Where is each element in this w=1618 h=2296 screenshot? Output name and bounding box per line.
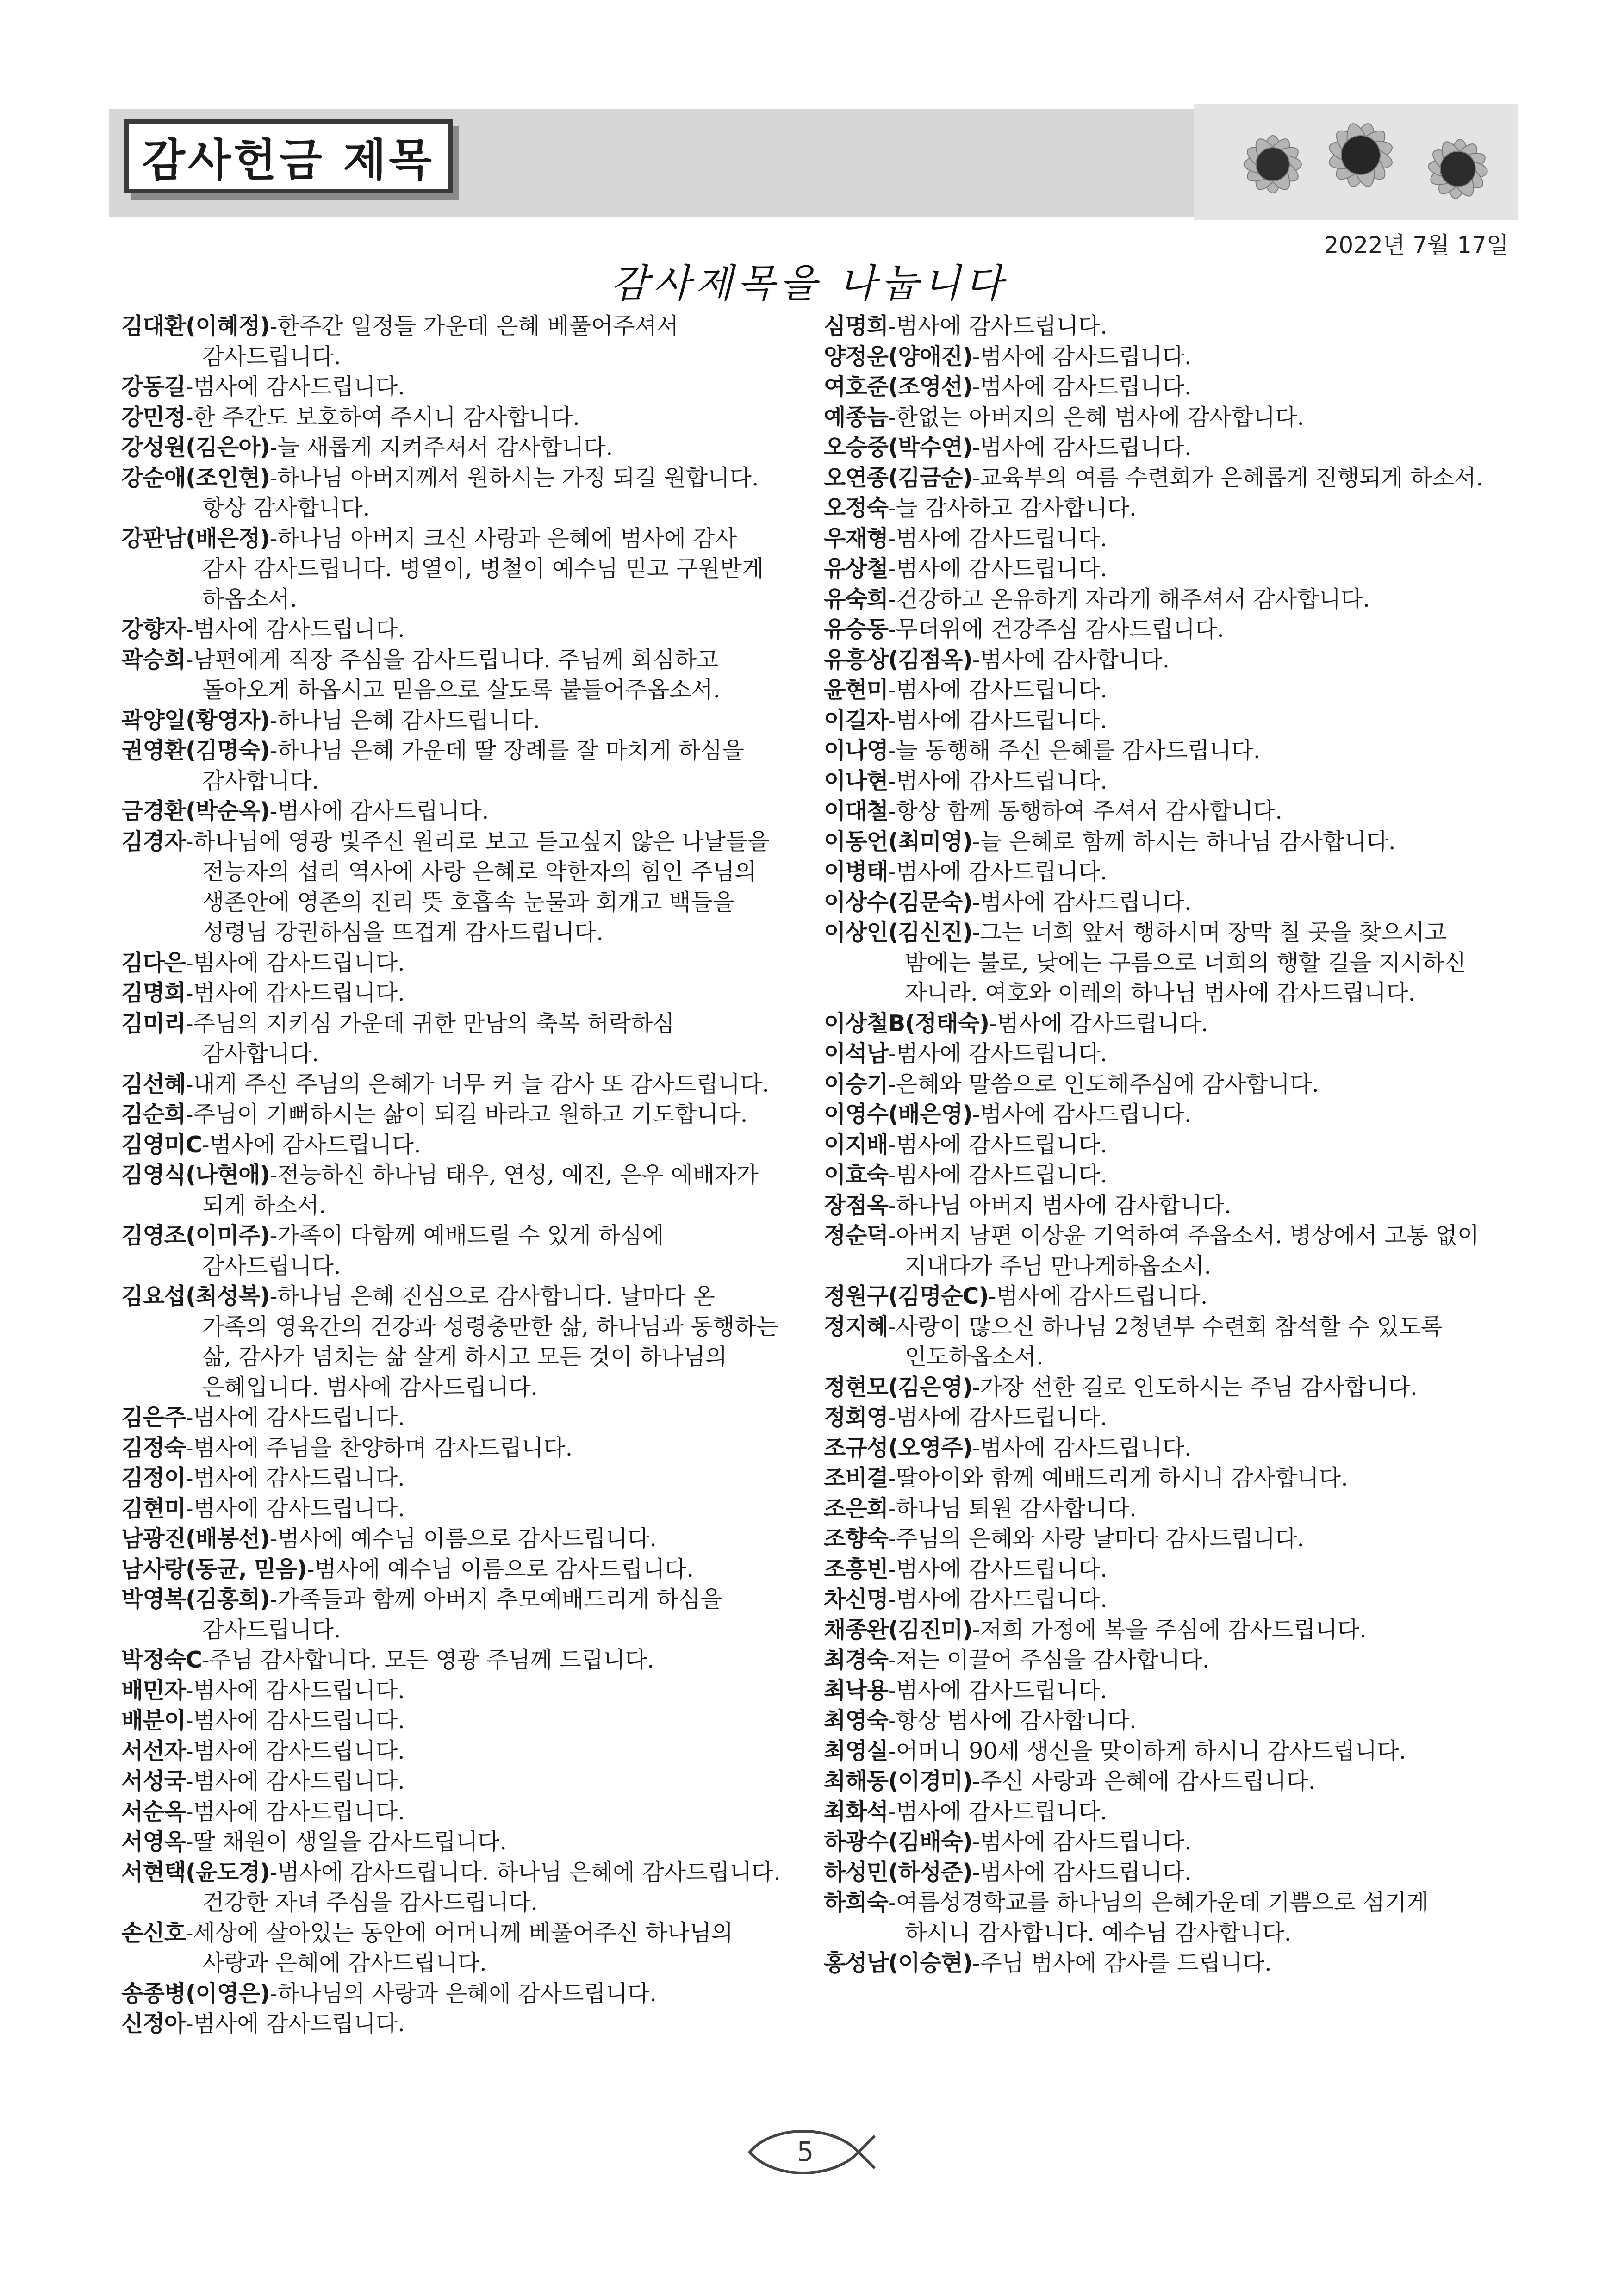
list-item (824, 1281, 1490, 1312)
thanks-message: -범사에 감사드립니다. (972, 1829, 1192, 1855)
list-item (121, 1493, 788, 1524)
thanks-message: -범사에 감사드립니다. (186, 1737, 405, 1764)
thanks-message: -범사에 감사드립니다. (972, 434, 1192, 460)
donor-name: 예종늠 (824, 404, 889, 430)
donor-name: 서현택(윤도경) (121, 1859, 270, 1885)
donor-name: 유승동 (824, 616, 889, 642)
list-item (824, 523, 1490, 554)
list-item (121, 1433, 788, 1463)
thanks-message: -딸 채원이 생일을 감사드립니다. (186, 1829, 507, 1855)
donor-name: 곽승희 (121, 646, 186, 673)
donor-name: 박정숙C (121, 1647, 202, 1673)
list-item (121, 523, 788, 615)
donor-name: 양정운(양애진) (824, 343, 972, 370)
list-item (824, 1008, 1490, 1039)
thanks-message: -사랑이 많으신 하나님 2청년부 수련회 참석할 수 있도록 인도하옵소서. (888, 1313, 1443, 1370)
list-item (121, 1979, 788, 2009)
donor-name: 오연종(김금순) (824, 464, 972, 491)
list-item (121, 1797, 788, 1827)
donor-name: 이승기 (824, 1070, 889, 1097)
list-item (824, 432, 1490, 463)
list-item (121, 1069, 788, 1100)
donor-name: 곽양일(황영자) (121, 707, 270, 734)
thanks-message: -하나님 은혜 감사드립니다. (269, 707, 540, 734)
thanks-message: -은혜와 말씀으로 인도해주심에 감사합니다. (888, 1070, 1319, 1097)
donor-name: 김경자 (121, 828, 186, 855)
list-item (824, 1402, 1490, 1433)
list-item (824, 887, 1490, 918)
thanks-message: -범사에 감사드립니다. (888, 1162, 1108, 1188)
donor-name: 하광수(김배숙) (824, 1829, 972, 1855)
thanks-message: -범사에 감사드립니다. (186, 980, 405, 1006)
list-item (121, 372, 788, 402)
thanks-message: -범사에 감사드립니다. 하나님 은혜에 감사드립니다. 건강한 자녀 주심을 감사드립니다. (202, 1859, 781, 1916)
thanks-message: -세상에 살아있는 동안에 어머니께 베풀어주신 하나님의 사랑과 은혜에 감사드립니다. (186, 1919, 734, 1976)
donor-name: 손신호 (121, 1919, 186, 1946)
thanks-message: -전능하신 하나님 태우, 연성, 예진, 은우 예배자가 되게 하소서. (202, 1162, 759, 1219)
list-item (824, 1827, 1490, 1857)
donor-name: 강민정 (121, 404, 186, 430)
thanks-message: -범사에 감사드립니다. (888, 1798, 1108, 1825)
thanks-message: -건강하고 온유하게 자라게 해주셔서 감사합니다. (888, 585, 1370, 612)
section-title: 감사헌금 제목 (142, 134, 435, 186)
thanks-message: -주님의 은혜와 사랑 날마다 감사드립니다. (888, 1525, 1305, 1552)
list-item (824, 917, 1490, 1008)
donor-name: 이나현 (824, 767, 889, 794)
thanks-message: -딸아이와 함께 예배드리게 하시니 감사합니다. (888, 1465, 1348, 1491)
list-item (121, 1736, 788, 1767)
date: 2022년 7월 17일 (1324, 232, 1509, 259)
list-item (824, 311, 1490, 342)
donor-name: 김정숙 (121, 1434, 186, 1461)
thanks-message: -범사에 감사드립니다. (888, 313, 1108, 339)
thanks-message: -한 주간도 보호하여 주시니 감사합니다. (186, 404, 580, 430)
donor-name: 윤현미 (824, 677, 889, 703)
donor-name: 신정아 (121, 2010, 186, 2037)
thanks-message: -범사에 감사드립니다. (186, 373, 405, 400)
thanks-message: -범사에 감사드립니다. (972, 1859, 1192, 1885)
list-item (824, 1675, 1490, 1706)
page-footer (741, 2122, 879, 2182)
list-item (824, 402, 1490, 433)
list-item (121, 1584, 788, 1645)
list-item (121, 402, 788, 433)
list-item (824, 1554, 1490, 1585)
list-item (121, 1554, 788, 1585)
thanks-message: -하나님의 사랑과 은혜에 감사드립니다. (269, 1980, 657, 2007)
list-item (824, 1312, 1490, 1372)
thanks-message: -늘 은혜로 함께 하시는 하나님 감사합니다. (972, 828, 1396, 855)
sunflower-image (1194, 104, 1518, 220)
list-item (824, 1099, 1490, 1130)
donor-name: 오정숙 (824, 495, 889, 521)
thanks-message: -범사에 감사드립니다. (269, 798, 489, 824)
donor-name: 강순애(조인현) (121, 464, 270, 491)
donor-name: 서영옥 (121, 1829, 186, 1855)
donor-name: 최해동(이경미) (824, 1768, 972, 1794)
thanks-message: -범사에 감사드립니다. (888, 1556, 1108, 1582)
donor-name: 최화석 (824, 1798, 889, 1825)
list-item (824, 1433, 1490, 1463)
thanks-message: -주님 감사합니다. 모든 영광 주님께 드립니다. (201, 1647, 654, 1673)
donor-name: 김영식(나현애) (121, 1162, 270, 1188)
donor-name: 박영복(김홍희) (121, 1586, 270, 1612)
list-item (824, 645, 1490, 675)
thanks-message: -범사에 감사드립니다. (186, 1768, 405, 1794)
donor-name: 하희숙 (824, 1889, 889, 1916)
thanks-message: -늘 동행해 주신 은혜를 감사드립니다. (888, 737, 1261, 764)
donor-name: 정현모(김은영) (824, 1374, 972, 1400)
thanks-message: -항상 함께 동행하여 주셔서 감사합니다. (888, 798, 1282, 824)
donor-name: 조흥빈 (824, 1556, 889, 1582)
thanks-message: -범사에 감사드립니다. (988, 1283, 1208, 1309)
thanks-message: -주님의 지키심 가운데 귀한 만남의 축복 허락하심 감사합니다. (186, 1010, 675, 1067)
donor-name: 조향숙 (824, 1525, 889, 1552)
list-item (824, 1069, 1490, 1100)
donor-name: 정회영 (824, 1404, 889, 1431)
thanks-message: -범사에 감사드립니다. (989, 1010, 1208, 1037)
thanks-message: -범사에 감사드립니다. (888, 525, 1108, 552)
list-item (121, 735, 788, 796)
list-item (824, 857, 1490, 887)
list-item (824, 1463, 1490, 1493)
donor-name: 여호준(조영선) (824, 373, 972, 400)
donor-name: 이상인(김신진) (824, 919, 972, 946)
thanks-message: -범사에 감사드립니다. (888, 555, 1108, 582)
donor-name: 조비결 (824, 1465, 889, 1491)
donor-name: 오승중(박수연) (824, 434, 972, 460)
list-item (121, 1524, 788, 1554)
thanks-message: -범사에 감사드립니다. (972, 1434, 1192, 1461)
list-item (121, 1130, 788, 1160)
list-item (824, 1039, 1490, 1069)
list-item (121, 1402, 788, 1433)
thanks-message: -주신 사랑과 은혜에 감사드립니다. (972, 1768, 1316, 1794)
donor-name: 김선혜 (121, 1070, 186, 1097)
list-item (121, 1675, 788, 1706)
list-item (121, 796, 788, 827)
list-item (121, 1099, 788, 1130)
list-item (824, 1887, 1490, 1948)
list-item (121, 1008, 788, 1069)
donor-name: 김현미 (121, 1495, 186, 1522)
page-number: 5 (797, 2136, 814, 2167)
donor-name: 이상수(김문숙) (824, 889, 972, 915)
donor-name: 차신명 (824, 1586, 889, 1612)
donor-name: 조규성(오영주) (824, 1434, 972, 1461)
thanks-message: -범사에 감사드립니다. (888, 859, 1108, 885)
donor-name: 최경숙 (824, 1647, 889, 1673)
donor-name: 이병태 (824, 859, 889, 885)
donor-name: 정순덕 (824, 1222, 889, 1249)
donor-name: 김영미C (121, 1131, 202, 1158)
thanks-message: -범사에 감사드립니다. (888, 707, 1108, 734)
list-item (824, 827, 1490, 857)
donor-name: 서성국 (121, 1768, 186, 1794)
list-item (824, 554, 1490, 584)
list-item (121, 1918, 788, 1979)
donor-name: 유흥상(김점옥) (824, 646, 972, 673)
list-item (824, 1493, 1490, 1524)
donor-name: 조은희 (824, 1495, 889, 1522)
thanks-message: -범사에 감사드립니다. (972, 1101, 1192, 1127)
list-item (121, 1827, 788, 1857)
thanks-message: -범사에 감사드립니다. (888, 767, 1108, 794)
section-title-box (124, 119, 453, 193)
list-item (824, 1372, 1490, 1403)
donor-name: 배민자 (121, 1677, 186, 1704)
thanks-message: -늘 감사하고 감사합니다. (888, 495, 1137, 521)
thanks-message: -어머니 90세 생신을 맞이하게 하시니 감사드립니다. (888, 1737, 1406, 1764)
donor-name: 강성원(김은아) (121, 434, 270, 460)
list-item (121, 1160, 788, 1220)
donor-name: 이나영 (824, 737, 889, 764)
list-item (824, 463, 1490, 493)
list-item (824, 1130, 1490, 1160)
donor-name: 심명희 (824, 313, 889, 339)
donor-name: 하성민(하성준) (824, 1859, 972, 1885)
donor-name: 이대철 (824, 798, 889, 824)
donor-name: 이상철B(정태숙) (824, 1010, 989, 1037)
thanks-message: -범사에 감사드립니다. (186, 1465, 405, 1491)
thanks-message: -범사에 예수님 이름으로 감사드립니다. (306, 1556, 694, 1582)
list-item (121, 311, 788, 372)
thanks-message: -항상 범사에 감사합니다. (888, 1707, 1137, 1734)
thanks-message: -범사에 감사드립니다. (201, 1131, 421, 1158)
list-item (121, 1705, 788, 1736)
list-item (121, 1857, 788, 1918)
thanks-message: -범사에 감사드립니다. (186, 1404, 405, 1431)
donor-name: 강판남(배은정) (121, 525, 270, 552)
donor-name: 채종완(김진미) (824, 1616, 972, 1643)
thanks-message: -여름성경학교를 하나님의 은혜가운데 기쁨으로 섬기게 하시니 감사합니다. 예수님 감사합니다. (888, 1889, 1429, 1946)
list-item (824, 1160, 1490, 1190)
donor-name: 최영실 (824, 1737, 889, 1764)
donor-name: 이동언(최미영) (824, 828, 972, 855)
thanks-message: -늘 새롭게 지켜주셔서 감사합니다. (269, 434, 613, 460)
donor-name: 김정이 (121, 1465, 186, 1491)
list-item (121, 948, 788, 978)
donor-name: 이지배 (824, 1131, 889, 1158)
donor-name: 김은주 (121, 1404, 186, 1431)
list-item (121, 432, 788, 463)
list-item (824, 1524, 1490, 1554)
thanks-message: -범사에 감사합니다. (972, 646, 1170, 673)
list-item (824, 1797, 1490, 1827)
donor-name: 우재형 (824, 525, 889, 552)
donor-name: 서순옥 (121, 1798, 186, 1825)
donor-name: 이석남 (824, 1040, 889, 1067)
donor-name: 남사랑(동균, 믿음) (121, 1556, 307, 1582)
thanks-message: -한주간 일정들 가운데 은혜 베풀어주셔서 감사드립니다. (202, 313, 679, 370)
thanks-message: -범사에 감사드립니다. (186, 1495, 405, 1522)
list-item (121, 705, 788, 736)
donor-name: 유숙희 (824, 585, 889, 612)
donor-name: 금경환(박순옥) (121, 798, 270, 824)
donor-name: 배분이 (121, 1707, 186, 1734)
thanks-message: -범사에 감사드립니다. (186, 2010, 405, 2037)
donor-name: 김요섭(최성복) (121, 1283, 270, 1309)
list-item (824, 1615, 1490, 1645)
thanks-message: -범사에 감사드립니다. (186, 1677, 405, 1704)
donor-name: 김미리 (121, 1010, 186, 1037)
right-column (824, 311, 1490, 1979)
thanks-message: -범사에 감사드립니다. (888, 1404, 1108, 1431)
thanks-message: -범사에 감사드립니다. (186, 1798, 405, 1825)
list-item (824, 1220, 1490, 1281)
thanks-message: -범사에 감사드립니다. (888, 677, 1108, 703)
donor-name: 이길자 (824, 707, 889, 734)
list-item (121, 463, 788, 523)
donor-name: 강향자 (121, 616, 186, 642)
list-item (824, 614, 1490, 645)
thanks-message: -저희 가정에 복을 주심에 감사드립니다. (972, 1616, 1367, 1643)
list-item (121, 1645, 788, 1675)
left-column (121, 311, 788, 2039)
thanks-message: -범사에 감사드립니다. (888, 1040, 1108, 1067)
thanks-message: -저는 이끌어 주심을 감사합니다. (888, 1647, 1210, 1673)
thanks-message: -주님이 기뻐하시는 삶이 되길 바라고 원하고 기도합니다. (186, 1101, 748, 1127)
thanks-message: -범사에 주님을 찬양하며 감사드립니다. (186, 1434, 573, 1461)
list-item (824, 342, 1490, 372)
thanks-message: -범사에 감사드립니다. (888, 1677, 1108, 1704)
list-item (121, 1463, 788, 1493)
donor-name: 홍성남(이승현) (824, 1950, 972, 1976)
list-item (824, 796, 1490, 827)
list-item (121, 2009, 788, 2039)
thanks-message: -한없는 아버지의 은혜 범사에 감사합니다. (888, 404, 1305, 430)
thanks-message: -범사에 감사드립니다. (972, 343, 1192, 370)
thanks-message: -가장 선한 길로 인도하시는 주님 감사합니다. (972, 1374, 1418, 1400)
list-item (824, 1736, 1490, 1767)
thanks-message: -남편에게 직장 주심을 감사드립니다. 주님께 회심하고 돌아오게 하옵시고 믿음으로 살도록 붙들어주옵소서. (186, 646, 721, 703)
thanks-message: -하나님 아버지 범사에 감사합니다. (888, 1192, 1232, 1219)
list-item (121, 614, 788, 645)
list-item (121, 827, 788, 948)
list-item (121, 645, 788, 705)
thanks-message: -하나님 아버지께서 원하시는 가정 되길 원합니다. 항상 감사합니다. (202, 464, 759, 521)
thanks-message: -하나님 아버지 크신 사랑과 은혜에 범사에 감사 감사 감사드립니다. 병열이, 병철이 예수님 믿고 구원받게 하옵소서. (202, 525, 764, 612)
thanks-message: -범사에 감사드립니다. (972, 373, 1192, 400)
list-item (824, 1645, 1490, 1675)
donor-name: 강동길 (121, 373, 186, 400)
donor-name: 정원구(김명순C) (824, 1283, 989, 1309)
thanks-message: -범사에 감사드립니다. (888, 1131, 1108, 1158)
thanks-message: -범사에 감사드립니다. (186, 949, 405, 976)
donor-name: 유상철 (824, 555, 889, 582)
list-item (824, 372, 1490, 402)
thanks-message: -내게 주신 주님의 은혜가 너무 커 늘 감사 또 감사드립니다. (186, 1070, 770, 1097)
donor-name: 이영수(배은영) (824, 1101, 972, 1127)
donor-name: 김순희 (121, 1101, 186, 1127)
list-item (824, 1705, 1490, 1736)
donor-name: 이효숙 (824, 1162, 889, 1188)
list-item (121, 1281, 788, 1402)
donor-name: 김대환(이혜정) (121, 313, 270, 339)
list-item (121, 1766, 788, 1797)
list-item (121, 978, 788, 1008)
list-item (824, 493, 1490, 523)
thanks-message: -주님 범사에 감사를 드립니다. (972, 1950, 1272, 1976)
donor-name: 최낙용 (824, 1677, 889, 1704)
list-item (824, 1584, 1490, 1615)
thanks-message: -하나님에 영광 빛주신 원리로 보고 듣고싶지 않은 나날들을 전능자의 섭리 역사에 사랑 은혜로 약한자의 힘인 주님의 생존안에 영존의 진리 뜻 호흡속 눈물과 회개고 백들을 성령님 강권하심을 뜨겁게 감사드립니다. (186, 828, 770, 946)
thanks-message: -범사에 예수님 이름으로 감사드립니다. (269, 1525, 657, 1552)
thanks-message: -범사에 감사드립니다. (972, 889, 1192, 915)
thanks-message: -범사에 감사드립니다. (186, 616, 405, 642)
thanks-message: -하나님 은혜 진심으로 감사합니다. 날마다 온 가족의 영육간의 건강과 성령충만한 삶, 하나님과 동행하는 삶, 감사가 넘치는 삶 살게 하시고 모든 것이 하나님의 은혜입니다. 범사에 감사드립니다. (202, 1283, 779, 1400)
donor-name: 김다은 (121, 949, 186, 976)
list-item (824, 584, 1490, 615)
donor-name: 남광진(배봉선) (121, 1525, 270, 1552)
list-item (824, 1857, 1490, 1888)
list-item (824, 1948, 1490, 1979)
thanks-message: -무더위에 건강주심 감사드립니다. (888, 616, 1224, 642)
thanks-message: -범사에 감사드립니다. (186, 1707, 405, 1734)
donor-name: 장점옥 (824, 1192, 889, 1219)
donor-name: 권영환(김명숙) (121, 737, 270, 764)
donor-name: 김명희 (121, 980, 186, 1006)
thanks-message: -가족이 다함께 예배드릴 수 있게 하심에 감사드립니다. (202, 1222, 664, 1279)
donor-name: 최영숙 (824, 1707, 889, 1734)
thanks-message: -범사에 감사드립니다. (888, 1586, 1108, 1612)
list-item (824, 1766, 1490, 1797)
headline: 감사제목을 나눕니다 (610, 261, 1008, 306)
donor-name: 송종병(이영은) (121, 1980, 270, 2007)
list-item (824, 735, 1490, 766)
list-item (824, 675, 1490, 705)
list-item (121, 1220, 788, 1281)
donor-name: 김영조(이미주) (121, 1222, 270, 1249)
thanks-message: -교육부의 여름 수련회가 은혜롭게 진행되게 하소서. (972, 464, 1483, 491)
thanks-message: -하나님 은혜 가운데 딸 장례를 잘 마치게 하심을 감사합니다. (202, 737, 744, 794)
thanks-message: -가족들과 함께 아버지 추모예배드리게 하심을 감사드립니다. (202, 1586, 723, 1643)
donor-name: 정지혜 (824, 1313, 889, 1340)
list-item (824, 705, 1490, 736)
thanks-message: -하나님 퇴원 감사합니다. (888, 1495, 1137, 1522)
thanks-message: -아버지 남편 이상윤 기억하여 주옵소서. 병상에서 고통 없이 지내다가 주님 만나게하옵소서. (888, 1222, 1480, 1279)
thanks-message: -그는 너희 앞서 행하시며 장막 칠 곳을 찾으시고 밤에는 불로, 낮에는 구름으로 너희의 행할 길을 지시하신 자니라. 여호와 이레의 하나님 범사에 감사드립니다. (905, 919, 1467, 1006)
list-item (824, 1190, 1490, 1221)
donor-name: 서선자 (121, 1737, 186, 1764)
list-item (824, 766, 1490, 796)
